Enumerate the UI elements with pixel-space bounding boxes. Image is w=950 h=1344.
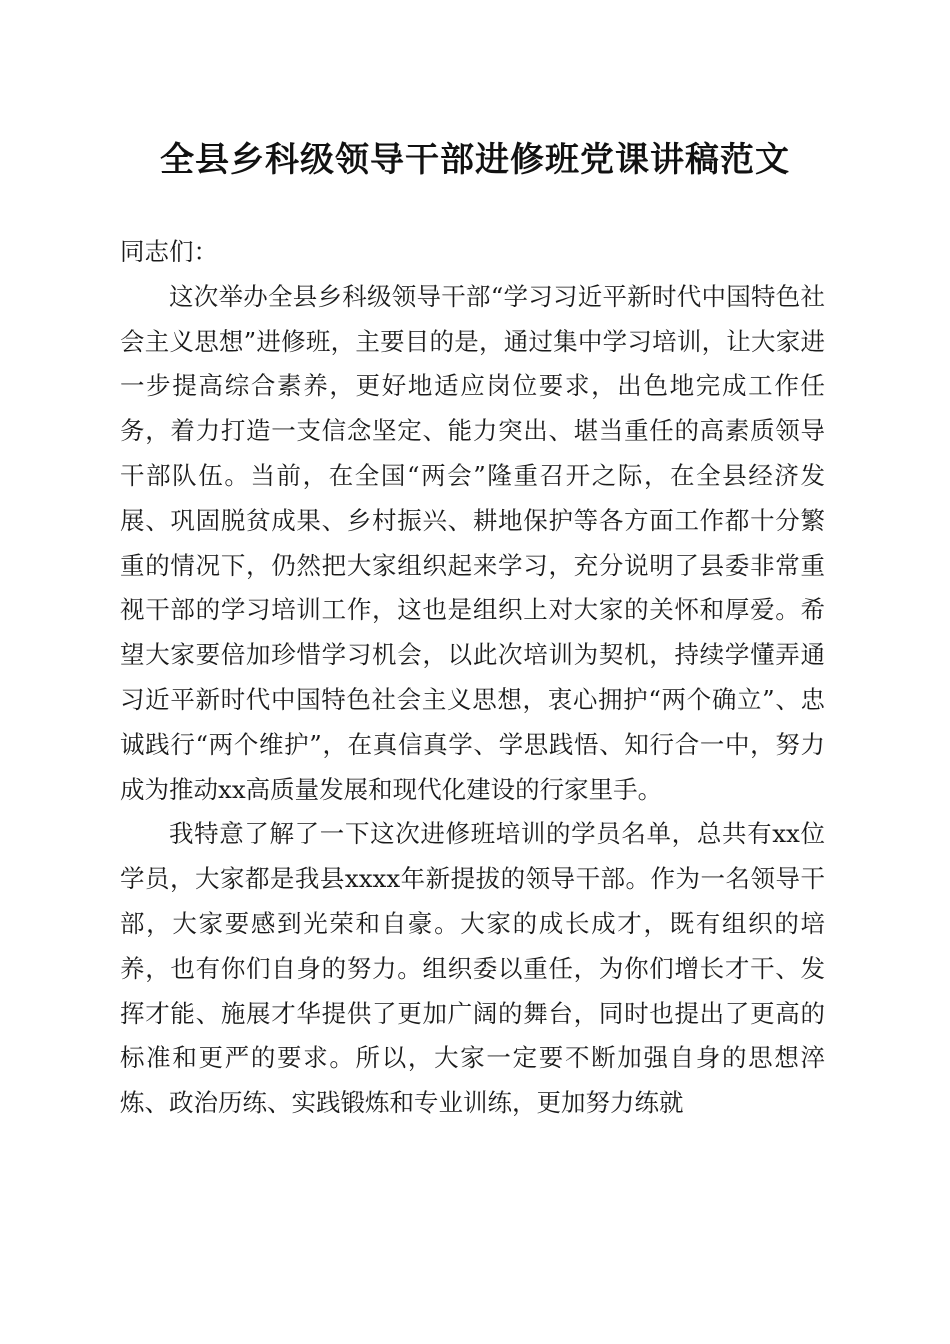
paragraph-1: 这次举办全县乡科级领导干部“学习习近平新时代中国特色社会主义思想”进修班，主要目的是，通过集中学习培训，让大家进一步提高综合素养，更好地适应岗位要求，出色地完成工作任务，着力打造一支信念坚定、能力突出、堪当重任的高素质领导干部队伍。当前，在全国“两会”隆重召开之际，在全县经济发展、巩固脱贫成果、乡村振兴、耕地保护等各方面工作都十分繁重的情况下，仍然把大家组织起来学习，充分说明了县委非常重视干部的学习培训工作，这也是组织上对大家的关怀和厚爱。希望大家要倍加珍惜学习机会，以此次培训为契机，持续学懂弄通习近平新时代中国特色社会主义思想，衷心拥护“两个确立”、忠诚践行“两个维护”，在真信真学、学思践悟、知行合一中，努力成为推动xx高质量发展和现代化建设的行家里手。 — [120, 281, 825, 804]
document-body — [120, 230, 825, 1126]
salutation: 同志们： — [120, 237, 218, 266]
document-title: 全县乡科级领导干部进修班党课讲稿范文 — [160, 140, 790, 180]
paragraph-2: 我特意了解了一下这次进修班培训的学员名单，总共有xx位学员，大家都是我县xxxx年新提拔的领导干部。作为一名领导干部，大家要感到光荣和自豪。大家的成长成才，既有组织的培养，也有你们自身的努力。组织委以重任，为你们增长才干、发挥才能、施展才华提供了更加广阔的舞台，同时也提出了更高的标准和更严的要求。所以，大家一定要不断加强自身的思想淬炼、政治历练、实践锻炼和专业训练，更加努力练就 — [120, 819, 825, 1118]
